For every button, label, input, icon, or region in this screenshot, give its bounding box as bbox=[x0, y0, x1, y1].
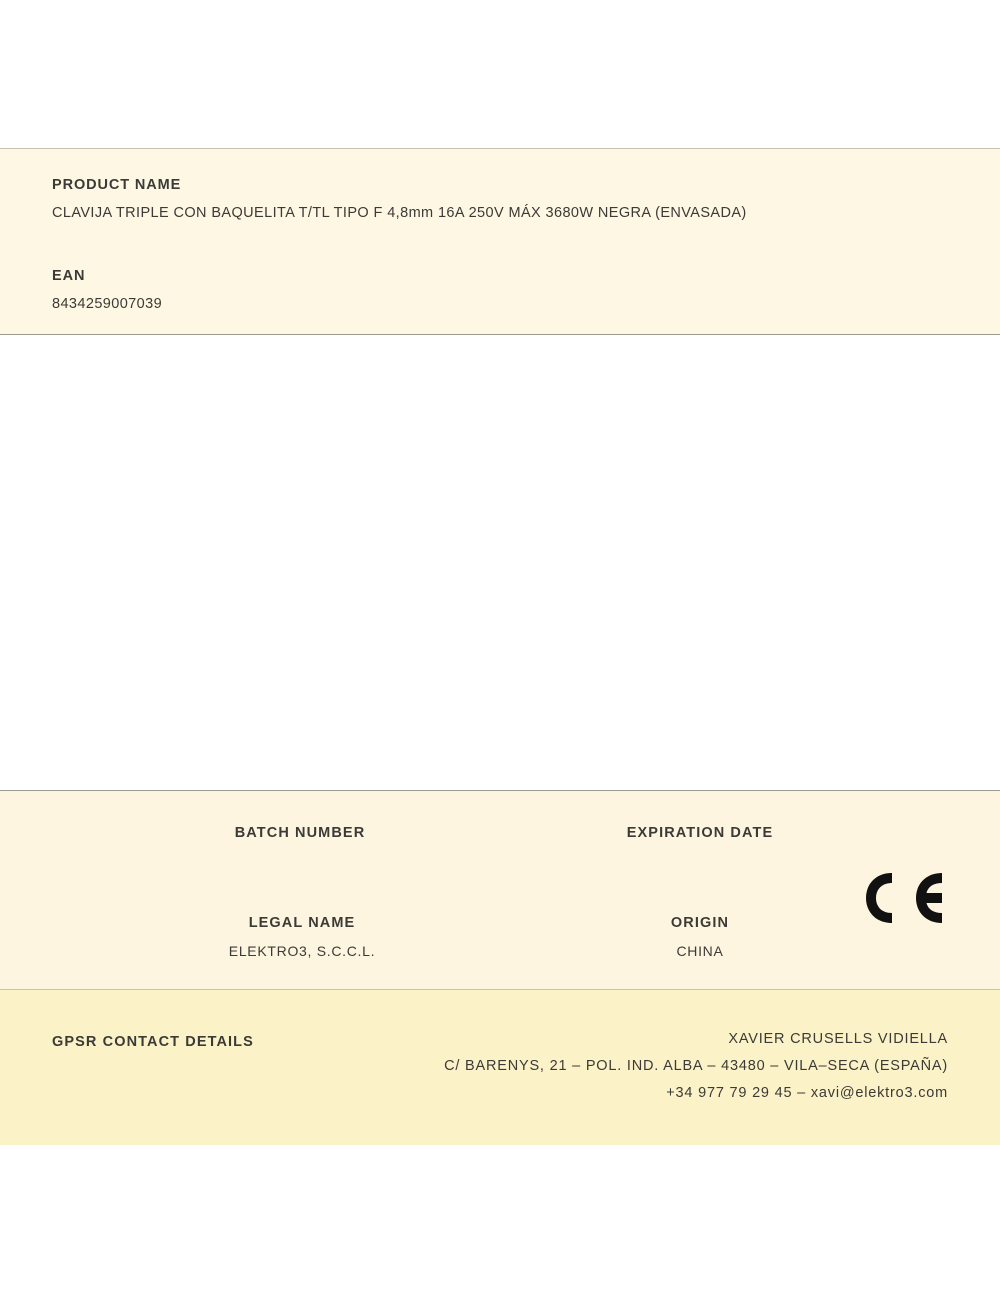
product-name-value: CLAVIJA TRIPLE CON BAQUELITA T/TL TIPO F 4,8mm 16A 250V MÁX 3680W NEGRA (ENVASADA) bbox=[52, 205, 747, 221]
product-meta-block bbox=[0, 790, 1000, 990]
gpsr-contact-block bbox=[0, 990, 1000, 1145]
ean-label: EAN bbox=[52, 268, 86, 284]
product-info-block bbox=[0, 148, 1000, 335]
legal-name-value: ELEKTRO3, S.C.C.L. bbox=[228, 943, 376, 959]
gpsr-contact-address: C/ BARENYS, 21 – POL. IND. ALBA – 43480 – VILA–SECA (ESPAÑA) bbox=[444, 1058, 948, 1074]
origin-value: CHINA bbox=[676, 943, 724, 959]
legal-name-label: LEGAL NAME bbox=[248, 915, 356, 931]
gpsr-contact-name: XAVIER CRUSELLS VIDIELLA bbox=[728, 1031, 948, 1047]
expiration-date-label: EXPIRATION DATE bbox=[626, 825, 774, 841]
gpsr-contact-phone-email: +34 977 79 29 45 – xavi@elektro3.com bbox=[666, 1085, 948, 1101]
page-footer-area bbox=[0, 1145, 1000, 1300]
origin-label: ORIGIN bbox=[670, 915, 730, 931]
product-name-label: PRODUCT NAME bbox=[52, 177, 182, 193]
gpsr-contact-lines bbox=[228, 1026, 948, 1107]
product-image-area bbox=[0, 335, 1000, 790]
ean-value: 8434259007039 bbox=[52, 296, 163, 312]
ce-mark-icon bbox=[856, 867, 948, 929]
gpsr-contact-label: GPSR CONTACT DETAILS bbox=[52, 1034, 254, 1050]
batch-number-label: BATCH NUMBER bbox=[234, 825, 366, 841]
